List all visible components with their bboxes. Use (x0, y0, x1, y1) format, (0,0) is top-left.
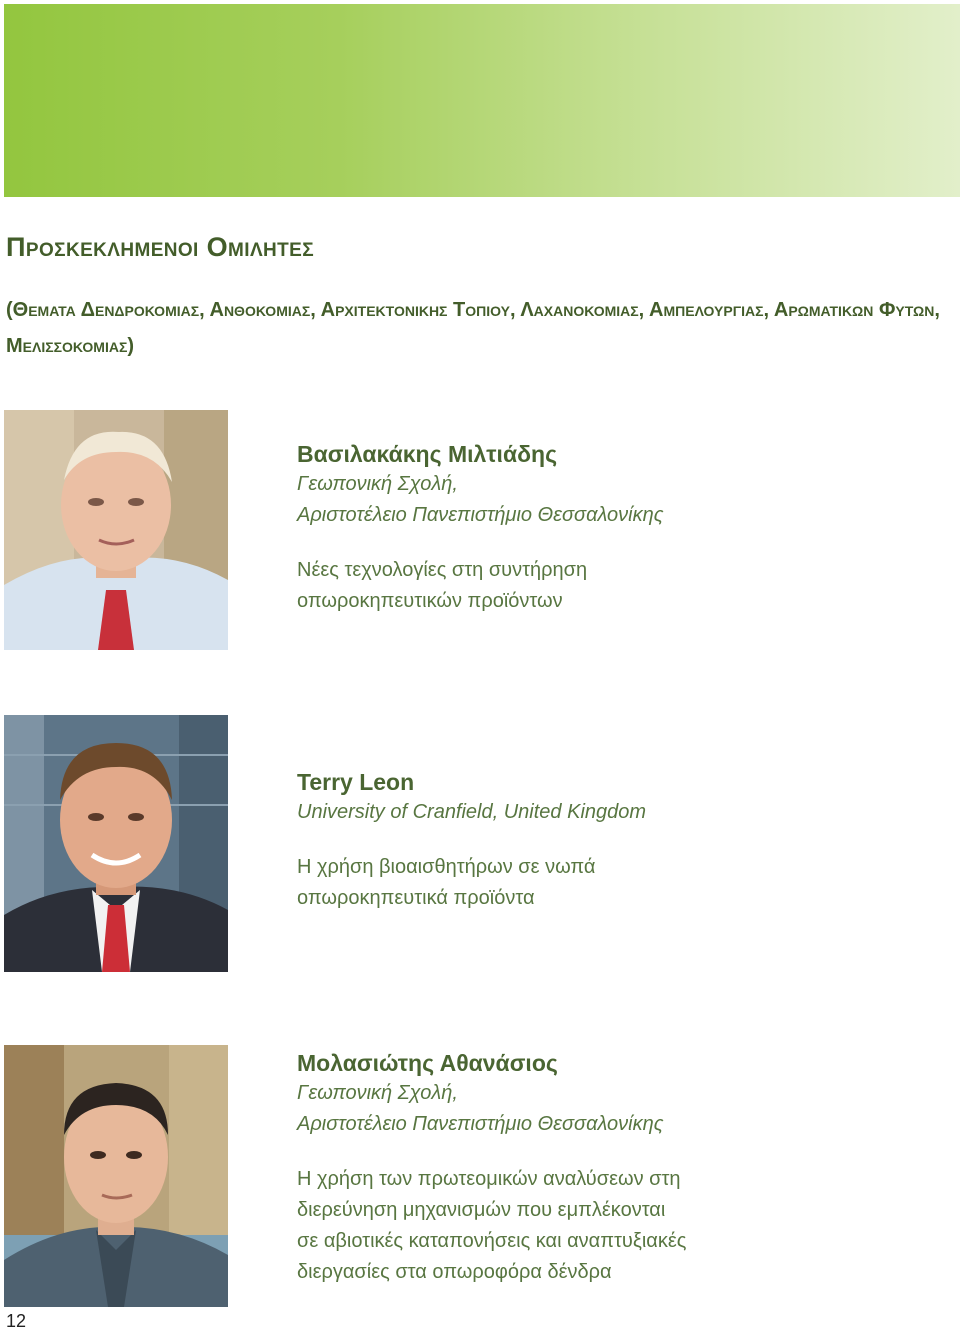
speaker-topic (297, 852, 937, 914)
speaker-topic-line: διερεύνηση μηχανισμών που εμπλέκονται (297, 1199, 666, 1221)
speaker-topic-line: Η χρήση βιοαισθητήρων σε νωπά (297, 856, 596, 878)
speaker-photo-leon (4, 715, 228, 972)
speaker-topic-line: Η χρήση των πρωτεομικών αναλύσεων στη (297, 1168, 681, 1190)
header-banner (4, 4, 960, 197)
speaker-topic-line: οπωροκηπευτικά προϊόντα (297, 887, 535, 909)
speaker-photo-vasilakakis (4, 410, 228, 650)
speaker-affiliation-faculty: Γεωπονική Σχολή, (297, 473, 458, 495)
speaker-topic-line: διεργασίες στα οπωροφόρα δένδρα (297, 1261, 612, 1283)
speaker-name: Terry Leon (297, 769, 415, 795)
speaker-name: Βασιλακάκης Μιλτιάδης (297, 441, 558, 467)
speaker-topic (297, 555, 937, 617)
speaker-topic-line: οπωροκηπευτικών προϊόντων (297, 590, 563, 612)
speaker-affiliation-university: Αριστοτέλειο Πανεπιστήμιο Θεσσαλονίκης (297, 504, 664, 526)
speaker-topic-line: σε αβιοτικές καταπονήσεις και αναπτυξιακές (297, 1230, 687, 1252)
speaker-affiliation: University of Cranfield, United Kingdom (297, 801, 647, 823)
speaker-topic (297, 1164, 937, 1288)
speaker-topic-line: Νέες τεχνολογίες στη συντήρηση (297, 559, 588, 581)
speaker-leon (297, 767, 937, 914)
speaker-vasilakakis (297, 439, 937, 617)
section-title: Προσκεκλημενοι Ομιλητες (6, 232, 315, 262)
speaker-affiliation-university: Αριστοτέλειο Πανεπιστήμιο Θεσσαλονίκης (297, 1113, 664, 1135)
section-subtitle: (Θεματα Δενδροκομιας, Ανθοκομιας, Αρχιτεκτονικης Τοπιου, Λαχανοκομιας, Αμπελουργιας, Αρωματικων Φυτων, Μελισσοκομιας) (6, 299, 940, 357)
speaker-affiliation-faculty: Γεωπονική Σχολή, (297, 1082, 458, 1104)
speaker-molasiotis (297, 1048, 937, 1288)
page-number: 12 (6, 1311, 27, 1331)
speaker-name: Μολασιώτης Αθανάσιος (297, 1050, 558, 1076)
speaker-photo-molasiotis (4, 1045, 228, 1307)
